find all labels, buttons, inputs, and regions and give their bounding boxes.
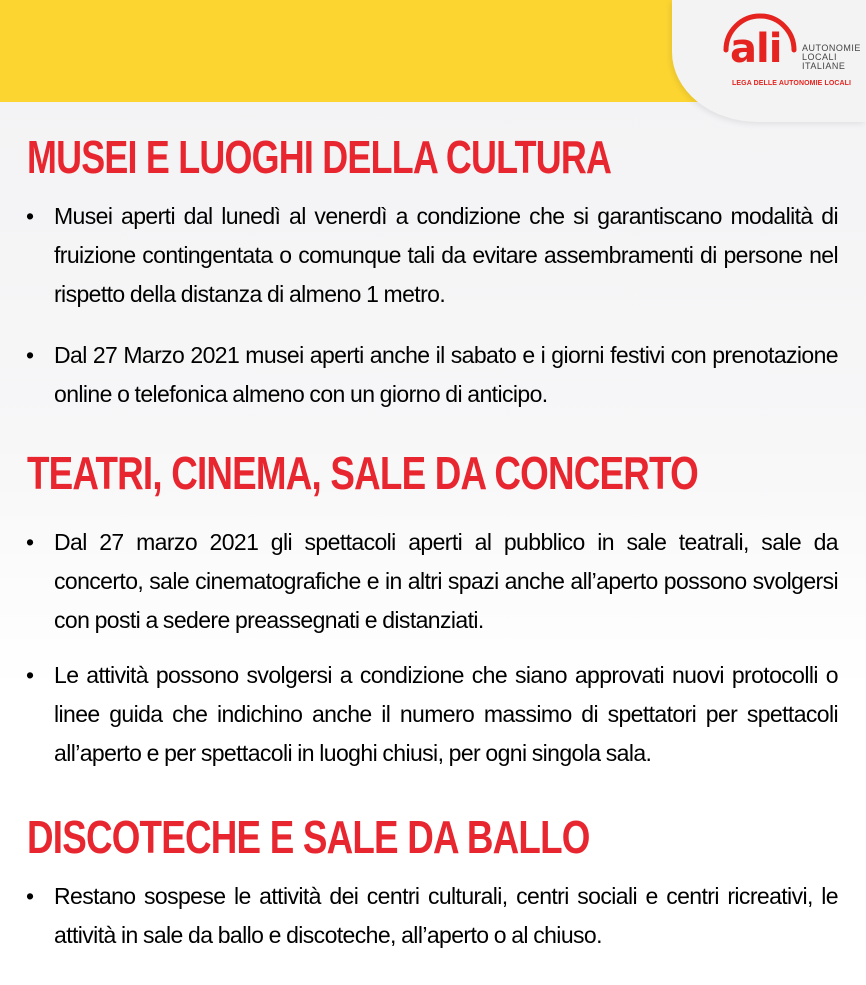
section-title-discoteche: DISCOTECHE E SALE DA BALLO bbox=[27, 811, 590, 863]
section-title-musei: MUSEI E LUOGHI DELLA CULTURA bbox=[27, 131, 612, 183]
bullet-text: Le attività possono svolgersi a condizione che siano approvati nuovi protocolli o linee guida che indichino anche il numero massimo di spettatori per spettacoli all’aperto e per spettacoli in luoghi chiusi, per ogni singola sala. bbox=[54, 662, 838, 766]
bullet-text: Musei aperti dal lunedì al venerdì a condizione che si garantiscano modalità di fruizione contingentata o comunque tali da evitare assembramenti di persone nel rispetto della distanza di almeno 1 metro. bbox=[54, 203, 838, 307]
list-item bbox=[26, 336, 838, 414]
logo-line: AUTONOMIE bbox=[802, 43, 861, 53]
logo-line: ITALIANE bbox=[802, 61, 846, 71]
logo-word: ali bbox=[730, 26, 782, 72]
list-item bbox=[26, 523, 838, 640]
logo-tagline: LEGA DELLE AUTONOMIE LOCALI bbox=[732, 80, 852, 87]
logo-subtitle bbox=[802, 44, 864, 71]
list-item bbox=[26, 197, 838, 314]
bullet-dot: • bbox=[26, 203, 35, 229]
bullet-text: Dal 27 Marzo 2021 musei aperti anche il sabato e i giorni festivi con prenotazione online o telefonica almeno con un giorno di anticipo. bbox=[54, 342, 838, 407]
bullet-dot: • bbox=[26, 342, 35, 368]
bullet-dot: • bbox=[26, 883, 35, 909]
bullet-dot: • bbox=[26, 529, 35, 555]
bullet-text: Restano sospese le attività dei centri culturali, centri sociali e centri ricreativi, le attività in sale da ballo e discoteche, all’aperto o al chiuso. bbox=[54, 883, 838, 948]
logo-line: LOCALI bbox=[802, 52, 838, 62]
bullet-dot: • bbox=[26, 662, 35, 688]
section-title-teatri: TEATRI, CINEMA, SALE DA CONCERTO bbox=[27, 447, 698, 499]
logo-panel bbox=[672, 0, 866, 122]
list-item bbox=[26, 877, 838, 955]
bullet-text: Dal 27 marzo 2021 gli spettacoli aperti al pubblico in sale teatrali, sale da concerto, sale cinematografiche e in altri spazi anche all’aperto possono svolgersi con posti a sedere preassegnati e distanziati. bbox=[54, 529, 838, 633]
list-item bbox=[26, 656, 838, 773]
